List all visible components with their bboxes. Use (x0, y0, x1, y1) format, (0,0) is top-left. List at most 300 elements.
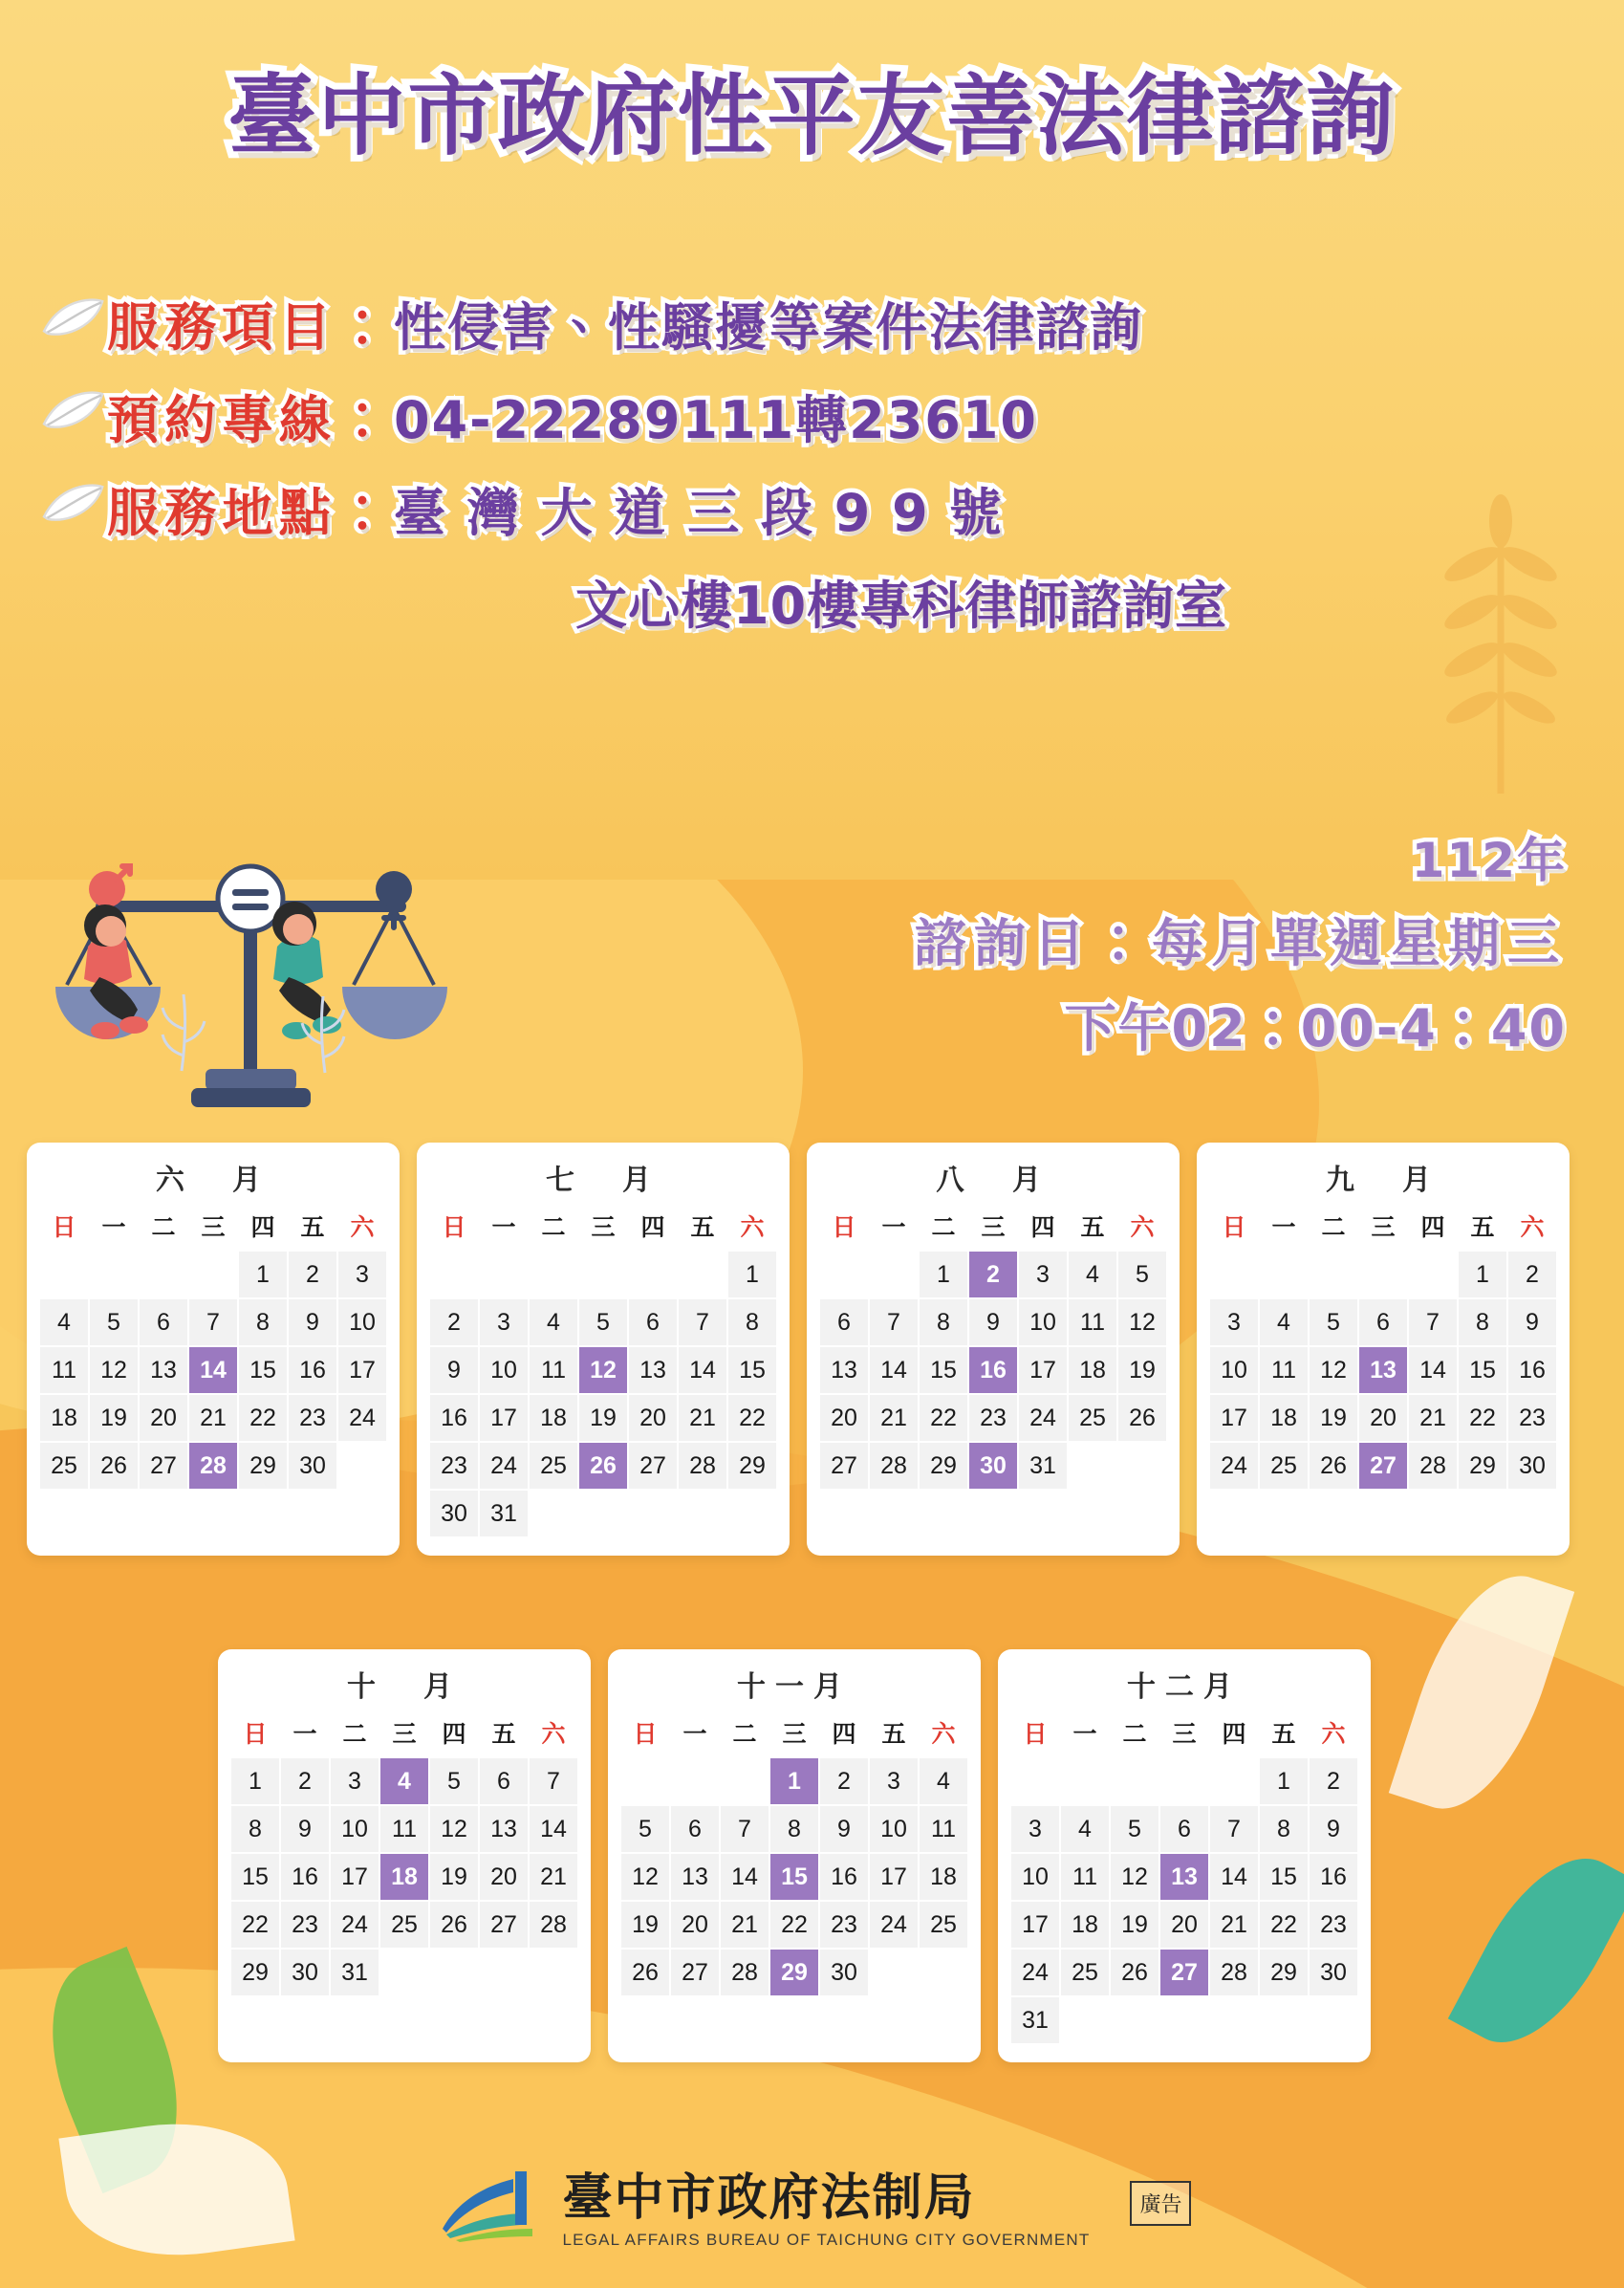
calendar-weekday-header: 日 (1222, 1213, 1246, 1241)
calendar-day: 8 (1458, 1298, 1507, 1346)
calendar-weekday-header: 五 (690, 1213, 715, 1241)
calendar-day-marked: 12 (578, 1346, 628, 1394)
calendar-weekday-header: 四 (1420, 1213, 1445, 1241)
calendar-empty-cell (869, 1251, 919, 1298)
calendar-day: 9 (968, 1298, 1018, 1346)
calendar-grid (38, 1206, 388, 1491)
calendar-weekday-header: 五 (1271, 1720, 1296, 1748)
calendar-empty-cell (1010, 1757, 1060, 1805)
calendar-weekday-header: 日 (243, 1720, 268, 1748)
calendar-weekday-header: 五 (1470, 1213, 1495, 1241)
calendar-day: 16 (1309, 1853, 1358, 1901)
info-label-phone: 預約專線： (107, 390, 394, 450)
calendar-day: 24 (330, 1901, 379, 1949)
footer-org (563, 2157, 1091, 2250)
calendar-day: 13 (628, 1346, 678, 1394)
calendar-grid (1009, 1712, 1359, 2045)
calendar-day: 1 (1458, 1251, 1507, 1298)
calendar-day: 16 (288, 1346, 337, 1394)
calendar-week-row (39, 1298, 387, 1346)
calendar-day: 11 (1068, 1298, 1117, 1346)
calendar-empty-cell (819, 1251, 869, 1298)
calendar-weekday-header: 六 (541, 1720, 566, 1748)
calendar-day: 25 (529, 1442, 578, 1490)
calendar-month-title: 十一月 (737, 1670, 852, 1704)
calendar-day: 7 (678, 1298, 727, 1346)
calendar-weekday-header: 四 (1030, 1213, 1055, 1241)
calendar-day: 6 (628, 1298, 678, 1346)
calendar-day: 28 (1408, 1442, 1458, 1490)
calendar-day: 8 (727, 1298, 777, 1346)
info-label-service-item: 服務項目： (107, 297, 394, 358)
calendar-day: 10 (479, 1346, 529, 1394)
calendar-weekday-header: 六 (931, 1720, 956, 1748)
calendar-day: 11 (1259, 1346, 1309, 1394)
calendar-day: 5 (89, 1298, 139, 1346)
calendar-day: 27 (819, 1442, 869, 1490)
calendar-day: 17 (479, 1394, 529, 1442)
calendar-day: 28 (1209, 1949, 1259, 1996)
schedule-day: 諮詢日：每月單週星期三 (915, 913, 1567, 973)
info-value-location-line2: 文心樓10樓專科律師諮詢室 (575, 576, 1228, 636)
calendar-day: 16 (280, 1853, 330, 1901)
info-value-phone: 04-22289111轉23610 (394, 390, 1039, 450)
calendar-day: 13 (479, 1805, 529, 1853)
calendar-month-title: 六 月 (156, 1164, 271, 1197)
calendar-empty-cell (628, 1490, 678, 1537)
calendar-weekday-header: 三 (1172, 1720, 1197, 1748)
calendar-day-marked: 13 (1358, 1346, 1408, 1394)
calendar-month (218, 1649, 591, 2062)
calendar-day: 12 (1117, 1298, 1167, 1346)
calendar-day: 23 (280, 1901, 330, 1949)
calendar-day: 4 (1060, 1805, 1110, 1853)
calendar-weekday-header: 六 (350, 1213, 375, 1241)
calendar-row-second (218, 1649, 1371, 2062)
calendar-week-row (819, 1442, 1167, 1490)
calendar-grid (818, 1206, 1168, 1491)
taichung-legal-affairs-logo-icon (433, 2158, 548, 2250)
calendar-empty-cell (1309, 1251, 1358, 1298)
calendar-day: 9 (288, 1298, 337, 1346)
calendar-day: 2 (429, 1298, 479, 1346)
calendar-day: 10 (330, 1805, 379, 1853)
calendar-week-row (620, 1901, 968, 1949)
calendar-weekday-header: 二 (541, 1213, 566, 1241)
calendar-empty-cell (1259, 1251, 1309, 1298)
calendar-day: 23 (288, 1394, 337, 1442)
gender-equality-illustration (38, 813, 487, 1128)
calendar-day: 18 (1068, 1346, 1117, 1394)
calendar-day: 25 (1060, 1949, 1110, 1996)
calendar-empty-cell (1259, 1996, 1309, 2044)
calendar-week-row (819, 1394, 1167, 1442)
calendar-day: 24 (1010, 1949, 1060, 1996)
calendar-day: 10 (1209, 1346, 1259, 1394)
calendar-empty-cell (578, 1251, 628, 1298)
calendar-day: 23 (819, 1901, 869, 1949)
calendar-day: 11 (379, 1805, 429, 1853)
calendar-day: 2 (280, 1757, 330, 1805)
calendar-day: 11 (529, 1346, 578, 1394)
calendar-day: 10 (869, 1805, 919, 1853)
calendar-day: 10 (1018, 1298, 1068, 1346)
calendar-weekday-header: 二 (151, 1213, 176, 1241)
calendar-day: 30 (280, 1949, 330, 1996)
calendar-empty-cell (39, 1251, 89, 1298)
calendar-week-row (39, 1442, 387, 1490)
calendar-week-row (819, 1298, 1167, 1346)
calendar-day: 19 (1309, 1394, 1358, 1442)
calendar-day: 17 (330, 1853, 379, 1901)
calendar-empty-cell (529, 1490, 578, 1537)
calendar-empty-cell (429, 1949, 479, 1996)
calendar-week-row (230, 1853, 578, 1901)
calendar-day: 13 (819, 1346, 869, 1394)
calendar-day: 19 (620, 1901, 670, 1949)
calendar-empty-cell (1209, 1996, 1259, 2044)
calendar-day: 6 (819, 1298, 869, 1346)
calendar-day: 26 (1110, 1949, 1159, 1996)
calendar-day: 2 (288, 1251, 337, 1298)
calendar-empty-cell (1358, 1251, 1408, 1298)
calendar-month (417, 1143, 790, 1556)
calendar-day: 20 (1358, 1394, 1408, 1442)
info-row-phone (38, 380, 1596, 453)
schedule-block (915, 822, 1567, 1061)
calendar-day: 14 (1209, 1853, 1259, 1901)
calendar-weekday-header: 日 (442, 1213, 466, 1241)
calendar-weekday-header: 二 (931, 1213, 956, 1241)
calendar-day: 20 (670, 1901, 720, 1949)
calendar-month (608, 1649, 981, 2062)
calendar-day: 17 (1018, 1346, 1068, 1394)
calendar-day: 7 (188, 1298, 238, 1346)
calendar-day: 22 (1259, 1901, 1309, 1949)
calendar-day: 11 (39, 1346, 89, 1394)
calendar-week-row (230, 1901, 578, 1949)
calendar-weekday-header: 一 (881, 1213, 906, 1241)
calendar-day: 29 (1458, 1442, 1507, 1490)
calendar-week-row (1209, 1298, 1557, 1346)
calendar-weekday-header: 四 (442, 1720, 466, 1748)
calendar-day: 6 (670, 1805, 720, 1853)
calendar-weekday-header: 四 (1222, 1720, 1246, 1748)
calendar-day: 23 (1507, 1394, 1557, 1442)
calendar-weekday-header: 三 (201, 1213, 226, 1241)
info-value-location: 臺 灣 大 道 三 段 9 9 號 (394, 483, 1004, 543)
calendar-empty-cell (678, 1251, 727, 1298)
calendar-day: 19 (1117, 1346, 1167, 1394)
calendar-empty-cell (1060, 1996, 1110, 2044)
calendar-grid (229, 1712, 579, 1997)
calendar-week-row (1010, 1901, 1358, 1949)
calendar-week-row (620, 1805, 968, 1853)
calendar-day: 22 (727, 1394, 777, 1442)
calendar-weekday-header: 六 (1321, 1720, 1346, 1748)
info-value-service-item: 性侵害、性騷擾等案件法律諮詢 (394, 297, 1143, 358)
calendar-empty-cell (337, 1442, 387, 1490)
calendar-month-title: 十 月 (347, 1670, 462, 1704)
calendar-day: 18 (529, 1394, 578, 1442)
calendar-day: 13 (670, 1853, 720, 1901)
calendar-day: 6 (139, 1298, 188, 1346)
calendar-day: 20 (139, 1394, 188, 1442)
calendar-day: 29 (919, 1442, 968, 1490)
calendar-day: 4 (1259, 1298, 1309, 1346)
info-block (38, 287, 1596, 639)
calendar-day: 11 (919, 1805, 968, 1853)
calendar-day: 20 (628, 1394, 678, 1442)
calendar-empty-cell (628, 1251, 678, 1298)
calendar-grid (1208, 1206, 1558, 1491)
calendar-day: 27 (670, 1949, 720, 1996)
calendar-day: 27 (139, 1442, 188, 1490)
footer-org-name-en: LEGAL AFFAIRS BUREAU OF TAICHUNG CITY GOVERNMENT (562, 2231, 1091, 2249)
calendar-day: 24 (1209, 1442, 1259, 1490)
calendar-weekday-header: 三 (782, 1720, 807, 1748)
ad-badge: 廣告 (1130, 2181, 1191, 2226)
footer-org-name: 臺中市政府法制局 (562, 2169, 976, 2227)
calendar-empty-cell (1209, 1757, 1259, 1805)
calendar-month-title: 九 月 (1326, 1164, 1440, 1197)
calendar-day: 14 (720, 1853, 769, 1901)
calendar-week-row (1010, 1949, 1358, 1996)
calendar-day: 27 (479, 1901, 529, 1949)
calendar-empty-cell (1117, 1442, 1167, 1490)
calendar-day: 25 (1259, 1442, 1309, 1490)
calendar-day: 12 (429, 1805, 479, 1853)
calendar-day: 25 (919, 1901, 968, 1949)
calendar-day: 10 (337, 1298, 387, 1346)
info-row-location (38, 472, 1596, 546)
calendar-day: 8 (769, 1805, 819, 1853)
calendar-day: 24 (479, 1442, 529, 1490)
calendar-day: 16 (819, 1853, 869, 1901)
calendar-day: 4 (529, 1298, 578, 1346)
calendar-day: 27 (628, 1442, 678, 1490)
calendar-week-row (1010, 1757, 1358, 1805)
calendar-day: 1 (230, 1757, 280, 1805)
calendar-day: 21 (678, 1394, 727, 1442)
calendar-day-marked: 28 (188, 1442, 238, 1490)
calendar-empty-cell (529, 1949, 578, 1996)
calendar-day: 4 (919, 1757, 968, 1805)
calendar-day: 19 (1110, 1901, 1159, 1949)
leaf-bullet-icon (38, 287, 107, 340)
calendar-week-row (1209, 1394, 1557, 1442)
calendar-day: 9 (819, 1805, 869, 1853)
calendar-day: 31 (1010, 1996, 1060, 2044)
calendar-weekday-header: 四 (640, 1213, 665, 1241)
calendar-day-marked: 27 (1159, 1949, 1209, 1996)
calendar-day: 29 (230, 1949, 280, 1996)
calendar-day: 29 (1259, 1949, 1309, 1996)
calendar-day: 15 (238, 1346, 288, 1394)
calendar-day: 23 (968, 1394, 1018, 1442)
calendar-day: 1 (919, 1251, 968, 1298)
calendar-weekday-header: 一 (292, 1720, 317, 1748)
calendar-day: 6 (1358, 1298, 1408, 1346)
calendar-day: 5 (1110, 1805, 1159, 1853)
calendar-day-marked: 27 (1358, 1442, 1408, 1490)
page-title: 臺中市政府性平友善法律諮詢 (227, 65, 1397, 167)
calendar-weekday-header: 六 (740, 1213, 765, 1241)
calendar-weekday-header: 二 (1321, 1213, 1346, 1241)
calendar-day: 21 (188, 1394, 238, 1442)
calendar-weekday-header: 二 (342, 1720, 367, 1748)
calendar-day: 8 (1259, 1805, 1309, 1853)
calendar-week-row (429, 1251, 777, 1298)
calendar-day: 3 (869, 1757, 919, 1805)
calendar-day-marked: 26 (578, 1442, 628, 1490)
calendar-day: 15 (1259, 1853, 1309, 1901)
calendar-weekday-header: 一 (1271, 1213, 1296, 1241)
calendar-day: 13 (139, 1346, 188, 1394)
calendar-day: 28 (720, 1949, 769, 1996)
calendar-empty-cell (1159, 1757, 1209, 1805)
calendar-day: 9 (1309, 1805, 1358, 1853)
calendar-day: 26 (620, 1949, 670, 1996)
calendar-day: 5 (1309, 1298, 1358, 1346)
calendar-day: 18 (1060, 1901, 1110, 1949)
calendar-weekday-header: 一 (101, 1213, 126, 1241)
calendar-day: 9 (280, 1805, 330, 1853)
calendar-empty-cell (1159, 1996, 1209, 2044)
info-row-service-item (38, 287, 1596, 360)
calendar-day: 7 (720, 1805, 769, 1853)
calendar-day-marked: 2 (968, 1251, 1018, 1298)
calendar-day: 3 (1209, 1298, 1259, 1346)
calendar-month-title: 十二月 (1127, 1670, 1242, 1704)
calendar-day: 7 (869, 1298, 919, 1346)
calendar-week-row (230, 1949, 578, 1996)
calendar-empty-cell (727, 1490, 777, 1537)
calendar-day: 14 (529, 1805, 578, 1853)
calendar-day: 28 (529, 1901, 578, 1949)
calendar-day: 15 (1458, 1346, 1507, 1394)
calendar-day: 2 (819, 1757, 869, 1805)
calendar-day: 18 (1259, 1394, 1309, 1442)
calendar-day: 7 (529, 1757, 578, 1805)
calendar-day: 12 (1110, 1853, 1159, 1901)
calendar-day: 20 (819, 1394, 869, 1442)
calendar-day: 7 (1209, 1805, 1259, 1853)
calendar-weekday-header: 日 (1023, 1720, 1048, 1748)
calendar-empty-cell (1209, 1251, 1259, 1298)
calendar-day: 30 (288, 1442, 337, 1490)
calendar-day: 20 (479, 1853, 529, 1901)
calendar-weekday-header: 五 (491, 1720, 516, 1748)
calendar-day: 26 (429, 1901, 479, 1949)
calendar-empty-cell (89, 1251, 139, 1298)
info-label-location: 服務地點： (107, 483, 394, 543)
calendar-week-row (1010, 1853, 1358, 1901)
calendar-weekday-header: 三 (981, 1213, 1006, 1241)
calendar-day: 29 (727, 1442, 777, 1490)
calendar-day: 21 (720, 1901, 769, 1949)
calendar-day: 22 (1458, 1394, 1507, 1442)
calendar-empty-cell (429, 1251, 479, 1298)
calendar-day: 21 (1408, 1394, 1458, 1442)
leaf-bullet-icon (38, 472, 107, 526)
calendar-weekday-header: 四 (832, 1720, 856, 1748)
calendar-month-title: 八 月 (936, 1164, 1050, 1197)
calendar-week-row (1209, 1346, 1557, 1394)
calendar-weekday-header: 日 (633, 1720, 658, 1748)
calendar-day: 3 (1018, 1251, 1068, 1298)
calendar-day-marked: 16 (968, 1346, 1018, 1394)
calendar-week-row (39, 1251, 387, 1298)
calendar-day: 18 (919, 1853, 968, 1901)
calendar-week-row (429, 1298, 777, 1346)
calendar-day: 3 (337, 1251, 387, 1298)
calendar-day: 31 (1018, 1442, 1068, 1490)
calendar-week-row (620, 1853, 968, 1901)
calendar-day: 1 (1259, 1757, 1309, 1805)
calendar-weekday-header: 三 (392, 1720, 417, 1748)
calendar-weekday-header: 二 (732, 1720, 757, 1748)
calendar-day: 14 (869, 1346, 919, 1394)
calendar-week-row (1209, 1442, 1557, 1490)
calendar-empty-cell (1110, 1996, 1159, 2044)
calendar-grid (428, 1206, 778, 1538)
calendar-weekday-header: 一 (491, 1213, 516, 1241)
calendar-week-row (429, 1394, 777, 1442)
calendar-day: 25 (379, 1901, 429, 1949)
calendar-empty-cell (720, 1757, 769, 1805)
calendar-weekday-header: 五 (881, 1720, 906, 1748)
calendar-day: 22 (919, 1394, 968, 1442)
calendar-grid (619, 1712, 969, 1997)
calendar-day: 30 (1309, 1949, 1358, 1996)
calendar-week-row (39, 1394, 387, 1442)
calendar-day: 5 (429, 1757, 479, 1805)
calendar-day: 28 (869, 1442, 919, 1490)
calendar-day: 6 (479, 1757, 529, 1805)
calendar-day: 29 (238, 1442, 288, 1490)
calendar-day: 16 (1507, 1346, 1557, 1394)
calendar-week-row (230, 1805, 578, 1853)
calendar-day: 11 (1060, 1853, 1110, 1901)
calendar-weekday-header: 六 (1520, 1213, 1545, 1241)
calendar-day: 19 (578, 1394, 628, 1442)
calendar-day: 3 (330, 1757, 379, 1805)
calendar-day: 15 (919, 1346, 968, 1394)
calendar-day: 22 (230, 1901, 280, 1949)
calendar-day-marked: 15 (769, 1853, 819, 1901)
calendar-day-marked: 14 (188, 1346, 238, 1394)
calendar-day: 5 (1117, 1251, 1167, 1298)
calendar-month (1197, 1143, 1570, 1556)
calendar-empty-cell (1060, 1757, 1110, 1805)
calendar-day: 26 (1117, 1394, 1167, 1442)
calendar-day: 2 (1309, 1757, 1358, 1805)
calendar-day-marked: 1 (769, 1757, 819, 1805)
calendar-day: 24 (337, 1394, 387, 1442)
calendar-weekday-header: 一 (1072, 1720, 1097, 1748)
calendar-day: 14 (678, 1346, 727, 1394)
calendar-day: 23 (1309, 1901, 1358, 1949)
calendar-empty-cell (139, 1251, 188, 1298)
calendar-weekday-header: 四 (250, 1213, 275, 1241)
schedule-year: 112年 (1411, 833, 1567, 888)
calendar-weekday-header: 日 (832, 1213, 856, 1241)
calendar-weekday-header: 二 (1122, 1720, 1147, 1748)
calendar-empty-cell (919, 1949, 968, 1996)
schedule-time: 下午02：00-4：40 (1064, 998, 1567, 1058)
calendar-day: 24 (1018, 1394, 1068, 1442)
